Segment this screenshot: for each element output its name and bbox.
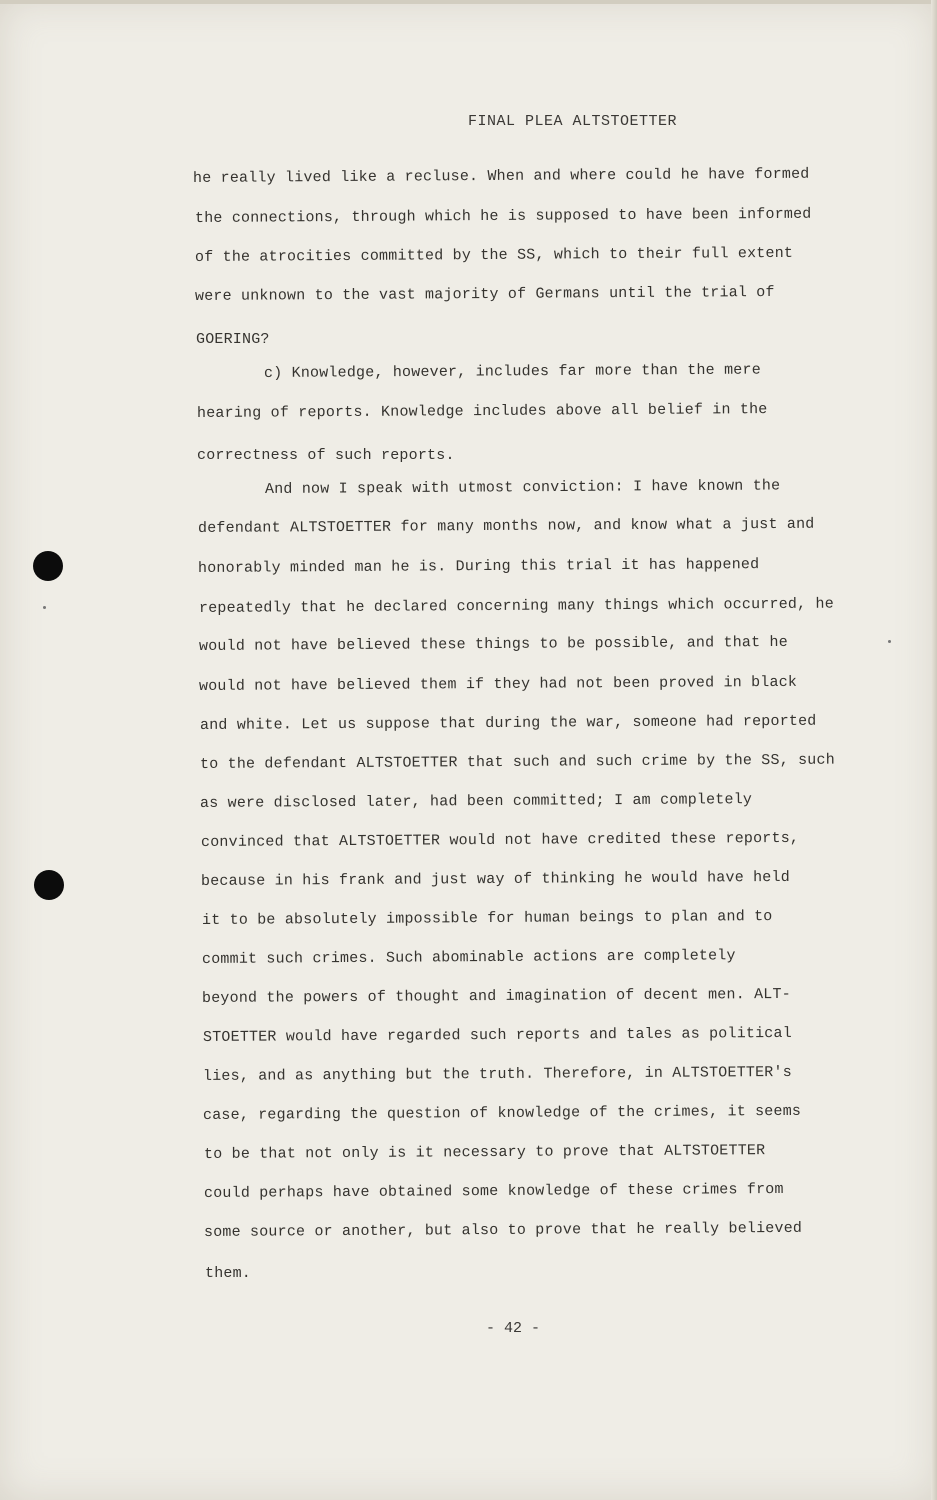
text-line: them. (205, 1265, 252, 1282)
punch-hole-lower (34, 870, 64, 900)
text-line: as were disclosed later, had been committed; I am completely (199, 791, 753, 812)
text-line: he really lived like a recluse. When and where could he have formed (192, 165, 810, 187)
text-line: lies, and as anything but the truth. Therefore, in ALTSTOETTER's (202, 1063, 792, 1085)
page-number: - 42 - (486, 1320, 541, 1337)
text-line: would not have believed them if they had not been proved in black (198, 673, 798, 695)
text-line: convinced that ALTSTOETTER would not have credited these reports, (200, 829, 800, 851)
text-line: STOETTER would have regarded such reports and tales as political (202, 1024, 792, 1046)
text-line: would not have believed these things to be possible, and that he (198, 633, 788, 655)
text-line: GOERING? (196, 331, 270, 348)
text-line: case, regarding the question of knowledge of the crimes, it seems (202, 1102, 802, 1124)
text-line: c) Knowledge, however, includes far more than the mere (263, 361, 761, 382)
text-line: commit such crimes. Such abominable actions are completely (201, 947, 736, 968)
page-top-edge (0, 0, 937, 4)
text-line: beyond the powers of thought and imagination of decent men. ALT- (201, 985, 791, 1007)
punch-hole-upper (33, 551, 63, 581)
page-right-edge (931, 0, 937, 1500)
text-line: honorably minded man he is. During this trial it has happened (197, 556, 760, 577)
text-line: correctness of such reports. (197, 447, 455, 464)
text-line: could perhaps have obtained some knowledge of these crimes from (203, 1180, 784, 1202)
text-line: hearing of reports. Knowledge includes above all belief in the (196, 401, 768, 422)
text-line: it to be absolutely impossible for human beings to plan and to (201, 908, 773, 929)
text-line: of the atrocities committed by the SS, which to their full extent (194, 244, 794, 266)
text-line: to the defendant ALTSTOETTER that such and such crime by the SS, such (199, 751, 835, 773)
text-line: and white. Let us suppose that during the war, someone had reported (199, 712, 817, 734)
paper-speck (888, 640, 891, 643)
text-line: the connections, through which he is supposed to have been informed (194, 205, 812, 227)
text-line: And now I speak with utmost conviction: I have known the (264, 477, 781, 498)
text-line: were unknown to the vast majority of Germans until the trial of (194, 283, 775, 305)
text-line: to be that not only is it necessary to prove that ALTSTOETTER (203, 1142, 766, 1163)
paper-speck (43, 606, 46, 609)
document-header: FINAL PLEA ALTSTOETTER (468, 113, 678, 130)
text-line: repeatedly that he declared concerning many things which occurred, he (198, 595, 834, 617)
text-line: defendant ALTSTOETTER for many months now, and know what a just and (197, 515, 815, 537)
text-line: some source or another, but also to prove that he really believed (203, 1219, 803, 1241)
text-line: because in his frank and just way of thinking he would have held (200, 868, 790, 890)
